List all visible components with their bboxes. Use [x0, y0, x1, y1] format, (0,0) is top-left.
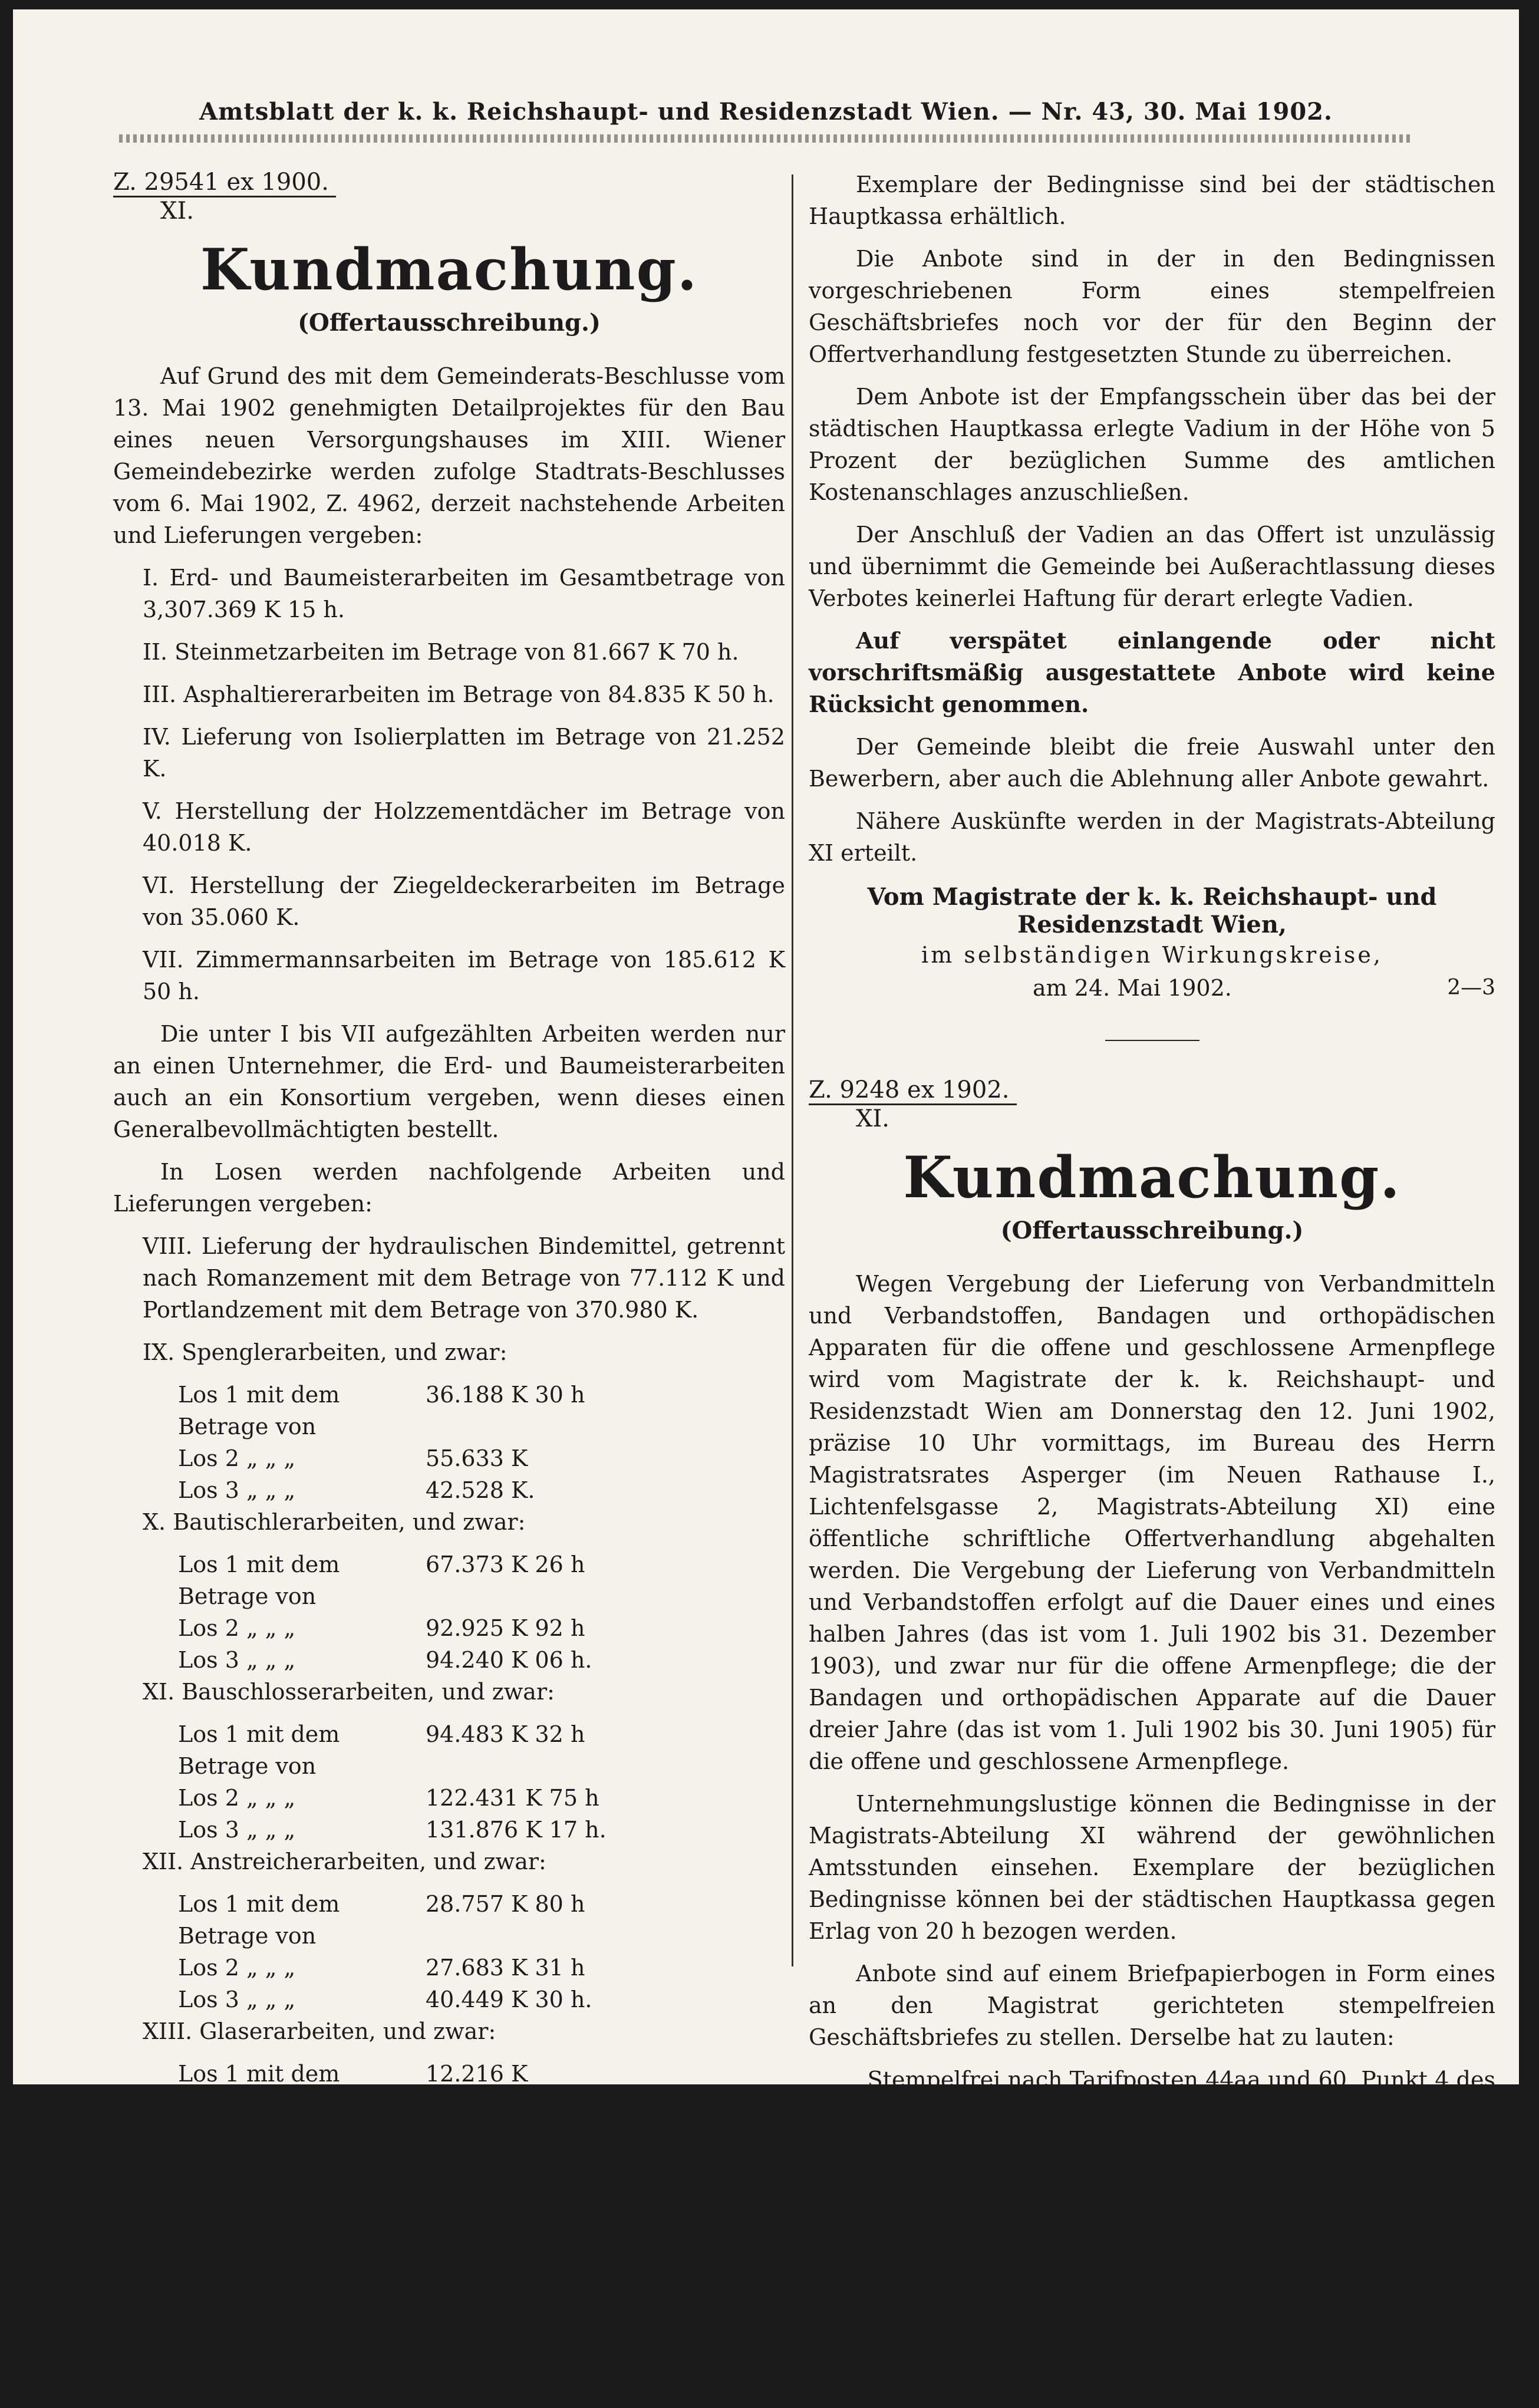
signature-date-row — [809, 971, 1495, 1004]
item-1: I. Erd- und Baumeisterarbeiten im Gesamtbetrage von 3,307.369 K 15 h. — [143, 565, 785, 622]
lot-row: Los 1 mit dem Betrage von 28.757 K 80 h — [178, 1891, 585, 1949]
notice1-subtitle: (Offertausschreibung.) — [298, 309, 601, 337]
lot-group-head: XIII. Glaserarbeiten, und zwar: — [143, 2018, 496, 2044]
notice2-p1: Wegen Vergebung der Lieferung von Verbandmitteln und Verbandstoffen, Bandagen und orthopädischen Apparaten für die offene und geschlossene Armenpflege wird vom Magistrate der k. k. Reichshaupt- und Residenzstadt Wien am Donnerstag den 12. Juni 1902, präzise 10 Uhr vormittags, im Bureau des Herrn Magistratsrates Asperger (im Neuen Rathause I., Lichtenfelsgasse 2, Magistrats-Abteilung XI) eine öffentliche schriftliche Offertverhandlung abgehalten werden. Die Vergebung der Lieferung von Verbandmitteln und Verbandstoffen erfolgt auf die Dauer eines und eines halben Jahres (das ist vom 1. Juli 1902 bis 31. Dezember 1903), und zwar nur für die offene Armenpflege; die der Bandagen und orthopädischen Apparate auf die Dauer dreier Jahre (das ist vom 1. Juli 1902 bis 30. Juni 1905) für die offene und geschlossene Armenpflege. — [809, 1271, 1495, 1774]
notice2-p6: Ich (wir) habe(n) die in der Magistrats-Abteilung XI für die Offertverhandlung am ............ 190..., zur Z. ............/190..., betreffend die Vergebung der Lieferung von Verbandmitteln und Verbandstoffen, Bandagen und orthopädischen Apparaten für — [809, 2215, 1495, 2369]
lot-group-13 — [113, 2015, 785, 2185]
notice2-dept: XI. — [856, 1105, 889, 1132]
lot-row: Los 1 mit dem Betrage von 67.373 K 26 h — [178, 1551, 585, 1609]
right1-p7: Nähere Auskünfte werden in der Magistrats-Abteilung XI erteilt. — [809, 808, 1495, 866]
page-header: Amtsblatt der k. k. Reichshaupt- und Residenzstadt Wien. — Nr. 43, 30. Mai 1902. — [199, 98, 1333, 126]
lot-group-10 — [113, 1506, 785, 1676]
notice1-title: Kundmachung. — [200, 236, 698, 303]
section-rule — [1105, 1040, 1199, 1041]
item-5: V. Herstellung der Holzzementdächer im Betrage von 40.018 K. — [143, 798, 785, 856]
lot-row: Los 2 „ „ „ 27.683 K 31 h — [178, 1955, 585, 1981]
lot-group-head: XI. Bauschlosserarbeiten, und zwar: — [143, 1679, 555, 1705]
notice1-lots-intro: In Losen werden nachfolgende Arbeiten und Lieferungen vergeben: — [113, 1159, 785, 1217]
lot-group-12 — [113, 1846, 785, 2015]
right1-p4: Der Anschluß der Vadien an das Offert ist unzulässig und übernimmt die Gemeinde bei Außerachtlassung dieses Verbotes keinerlei Haftung für derart erlegte Vadien. — [809, 522, 1495, 611]
right1-p6: Der Gemeinde bleibt die freie Auswahl unter den Bewerbern, aber auch die Ablehnung aller Anbote gewahrt. — [809, 734, 1495, 792]
notice1-intro: Auf Grund des mit dem Gemeinderats-Beschlusse vom 13. Mai 1902 genehmigten Detailprojektes für den Bau eines neuen Versorgungshauses im XIII. Wiener Gemeindebezirke werden zufolge Stadtrats-Beschlusses vom 6. Mai 1902, Z. 4962, derzeit nachstehende Arbeiten und Lieferungen vergeben: — [113, 363, 785, 548]
item-4: IV. Lieferung von Isolierplatten im Betrage von 21.252 K. — [143, 724, 785, 782]
lot-row: Los 1 mit dem Betrage von 36.188 K 30 h — [178, 1382, 585, 1439]
signature-authority: Vom Magistrate der k. k. Reichshaupt- und Residenzstadt Wien, — [867, 883, 1437, 938]
notice1-hearing: Die öffentliche schriftliche Offertverhandlung findet am Samstag den 14. Juni 1902, vormittags 10 Uhr, in der Volkshalle des Neuen Rathauses Wien, I., statt. — [113, 2199, 785, 2288]
notice2-ref: Z. 9248 ex 1902. — [809, 1076, 1495, 1105]
lot-row: Los 2 „ „ „ 55.633 K — [178, 1445, 528, 1471]
lot-row: Los 2 „ „ „ 92.925 K 92 h — [178, 1615, 585, 1641]
signature-date: am 24. Mai 1902. — [1033, 975, 1232, 1001]
lot-row: Los 3 „ „ „ 19.222 K. — [178, 2156, 535, 2182]
lot-row: Los 3 „ „ „ 42.528 K. — [178, 1477, 535, 1503]
lot-row: Los 3 „ „ „ 94.240 K 06 h. — [178, 1647, 592, 1673]
notice2-p5: An den Magistrat der k. k. Reichshaupt- und Residenzstadt Wien! — [809, 2141, 1495, 2199]
right1-p2: Die Anbote sind in der in den Bedingnissen vorgeschriebenen Form eines stempelfreien Geschäftsbriefes noch vor der für den Beginn der Offertverhandlung festgesetzten Stunde zu überreichen. — [809, 246, 1495, 367]
right1-p3: Dem Anbote ist der Empfangsschein über das bei der städtischen Hauptkassa erlegte Vadium in der Höhe von 5 Prozent der bezüglichen Summe des amtlichen Kostenanschlages anzuschließen. — [809, 384, 1495, 505]
notice2-title: Kundmachung. — [903, 1144, 1401, 1211]
lot-group-11 — [113, 1676, 785, 1846]
notice1-aids: Die Behelfe (Pläne, Kostenanschläge, Bedingnisse u. dgl.) können im Stadtbauamte (Direktion) während der gewöhnlichen Amtsstunden eingesehen werden. — [113, 2305, 785, 2394]
item-6: VI. Herstellung der Ziegeldeckerarbeiten im Betrage von 35.060 K. — [143, 872, 785, 930]
right1-p1: Exemplare der Bedingnisse sind bei der städtischen Hauptkassa erhältlich. — [809, 172, 1495, 229]
right-column — [809, 169, 1495, 2382]
notice1-dept: XI. — [160, 197, 194, 225]
lot-row: Los 2 „ „ „ 122.431 K 75 h — [178, 1785, 599, 1811]
header-rule — [119, 134, 1413, 143]
notice2-subtitle: (Offertausschreibung.) — [1000, 1217, 1304, 1244]
column-divider — [792, 174, 793, 1966]
item-8: VIII. Lieferung der hydraulischen Bindemittel, getrennt nach Romanzement mit dem Betrage von 77.112 K und Portlandzement mit dem Betrage von 370.980 K. — [143, 1233, 785, 1323]
item-3: III. Asphaltiererarbeiten im Betrage von 84.835 K 50 h. — [143, 681, 775, 707]
right1-p5: Auf verspätet einlangende oder nicht vorschriftsmäßig ausgestattete Anbote wird keine Rücksicht genommen. — [809, 627, 1495, 717]
left-column — [113, 169, 785, 2408]
item-7: VII. Zimmermannsarbeiten im Betrage von 185.612 K 50 h. — [143, 947, 785, 1004]
lot-group-head: X. Bautischlerarbeiten, und zwar: — [143, 1509, 526, 1535]
page — [13, 9, 1519, 2394]
lot-group-head: XII. Anstreicherarbeiten, und zwar: — [143, 1849, 546, 1875]
lot-row: Los 3 „ „ „ 131.876 K 17 h. — [178, 1817, 607, 1843]
lot-row: Los 3 „ „ „ 40.449 K 30 h. — [178, 1987, 592, 2012]
lot-group-9 — [113, 1336, 785, 1506]
notice2-p4: „Stempelfrei nach Tarifposten 44aa und 60, Punkt 4 des Gebührengesetzes. — [809, 2067, 1495, 2124]
lot-row: Los 1 mit dem Betrage von 94.483 K 32 h — [178, 1721, 585, 1779]
item-2: II. Steinmetzarbeiten im Betrage von 81.667 K 70 h. — [143, 639, 739, 665]
notice2-p3: Anbote sind auf einem Briefpapierbogen in Form eines an den Magistrat gerichteten stempelfreien Geschäftsbriefes zu stellen. Derselbe hat zu lauten: — [809, 1961, 1495, 2050]
lot-row: Los 1 mit dem Betrage von 12.216 K — [178, 2061, 528, 2119]
notice1-ref: Z. 29541 ex 1900. — [113, 169, 785, 197]
notice1-one-contractor: Die unter I bis VII aufgezählten Arbeiten werden nur an einen Unternehmer, die Erd- und Baumeisterarbeiten auch an ein Konsortium vergeben, wenn dieses einen Generalbevollmächtigten bestellt. — [113, 1021, 785, 1142]
issue-count: 2—3 — [1447, 976, 1495, 1000]
signature-scope: im selbständigen Wirkungskreise, — [921, 942, 1383, 968]
lot-group-head: IX. Spenglerarbeiten, und zwar: — [143, 1339, 507, 1365]
lot-row: Los 2 „ „ „ 22.753 K 30 h — [178, 2124, 585, 2150]
notice2-p2: Unternehmungslustige können die Bedingnisse in der Magistrats-Abteilung XI während der gewöhnlichen Amtsstunden einsehen. Exemplare der bezüglichen Bedingnisse können bei der städtischen Hauptkassa gegen Erlag von 20 h bezogen werden. — [809, 1791, 1495, 1944]
